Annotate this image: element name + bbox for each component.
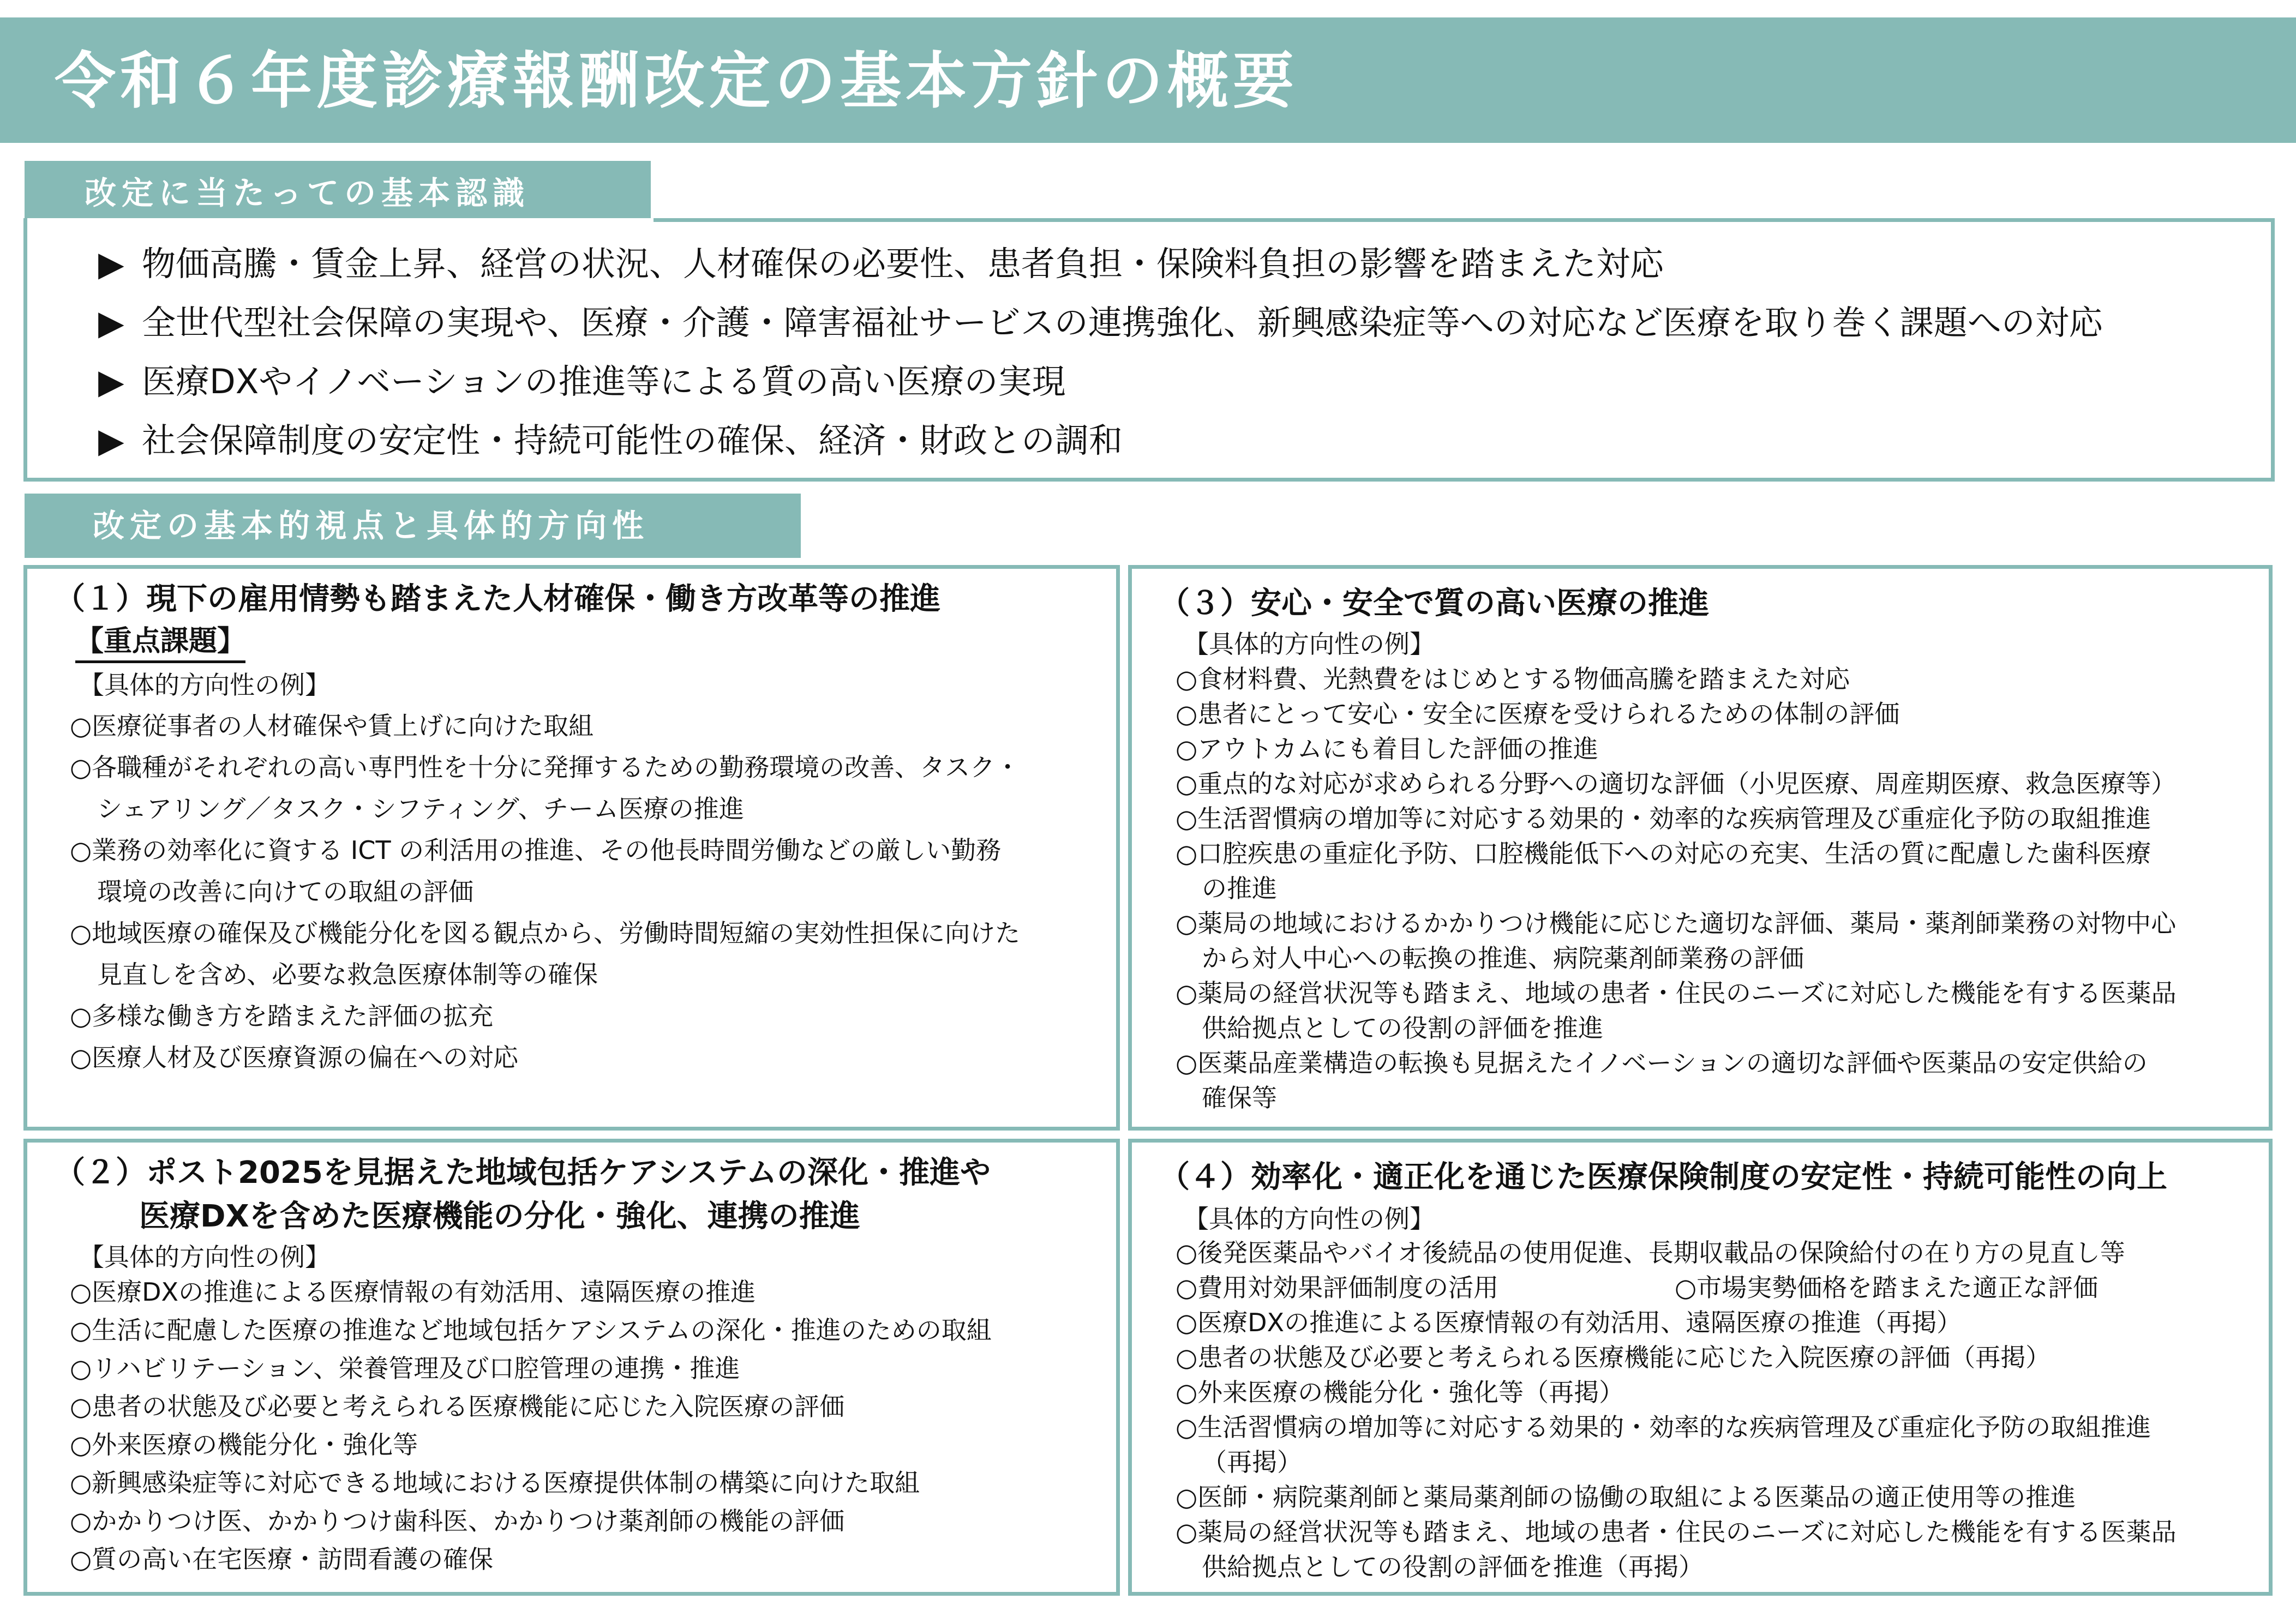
list-item: ○薬局の経営状況等も踏まえ、地域の患者・住民のニーズに対応した機能を有する医薬品 [1176, 1517, 2177, 1547]
list-item: ○生活習慣病の増加等に対応する効果的・効率的な疾病管理及び重症化予防の取組推進 [1176, 804, 2151, 833]
list-item: ○市場実勢価格を踏まえた適正な評価 [1675, 1273, 2099, 1302]
triangle-bullet-icon: ▶ [98, 303, 124, 342]
list-item-continuation: 環境の改善に向けての取組の評価 [97, 877, 473, 906]
direction-examples-label: 【具体的方向性の例】 [1184, 1204, 1435, 1234]
priority-issue-label: 【重点課題】 [75, 623, 245, 663]
recognition-item: ▶ 医療DXやイノベーションの推進等による質の高い医療の実現 [98, 360, 1066, 404]
direction-examples-label: 【具体的方向性の例】 [1184, 629, 1435, 659]
list-item: ○薬局の経営状況等も踏まえ、地域の患者・住民のニーズに対応した機能を有する医薬品 [1176, 978, 2177, 1008]
section-label-perspectives: 改定の基本的視点と具体的方向性 [25, 494, 801, 558]
quadrant-4-box [1128, 1139, 2273, 1596]
section-label-basic-recognition: 改定に当たっての基本認識 [25, 161, 651, 225]
quadrant-2-title: （２）ポスト2025を見据えた地域包括ケアシステムの深化・推進や [55, 1155, 991, 1191]
quadrant-4-title: （４）効率化・適正化を通じた医療保険制度の安定性・持続可能性の向上 [1159, 1159, 2167, 1195]
list-item: ○患者の状態及び必要と考えられる医療機能に応じた入院医療の評価（再掲） [1176, 1343, 2051, 1372]
list-item: ○医療DXの推進による医療情報の有効活用、遠隔医療の推進（再掲） [1176, 1308, 1962, 1337]
list-item: ○外来医療の機能分化・強化等（再掲） [1176, 1378, 1624, 1407]
list-item: ○地域医療の確保及び機能分化を図る観点から、労働時間短縮の実効性担保に向けた [70, 918, 1021, 948]
quadrant-1-box [23, 565, 1120, 1131]
basic-recognition-box [23, 218, 2275, 482]
list-item: ○薬局の地域におけるかかりつけ機能に応じた適切な評価、薬局・薬剤師業務の対物中心 [1176, 909, 2177, 938]
quadrant-1-title: （１）現下の雇用情勢も踏まえた人材確保・働き方改革等の推進 [55, 581, 940, 617]
list-item-continuation: から対人中心への転換の推進、病院薬剤師業務の評価 [1202, 943, 1804, 973]
list-item-continuation: 供給拠点としての役割の評価を推進（再掲） [1202, 1552, 1704, 1582]
list-item-continuation: 見直しを含め、必要な救急医療体制等の確保 [97, 960, 598, 989]
direction-examples-label: 【具体的方向性の例】 [79, 1242, 330, 1272]
quadrant-2-title-line2: 医療DXを含めた医療機能の分化・強化、連携の推進 [139, 1199, 860, 1234]
recognition-item: ▶ 物価高騰・賃金上昇、経営の状況、人材確保の必要性、患者負担・保険料負担の影響を踏まえた対応 [98, 242, 1664, 286]
list-item: ○患者の状態及び必要と考えられる医療機能に応じた入院医療の評価 [70, 1392, 845, 1421]
list-item: ○外来医療の機能分化・強化等 [70, 1430, 418, 1459]
quadrant-2-box [23, 1139, 1120, 1596]
page-title: 令和６年度診療報酬改定の基本方針の概要 [55, 46, 1298, 117]
header-band [0, 17, 2296, 143]
list-item: ○患者にとって安心・安全に医療を受けられるための体制の評価 [1176, 699, 1900, 729]
list-item: ○医薬品産業構造の転換も見据えたイノベーションの適切な評価や医薬品の安定供給の [1176, 1048, 2148, 1078]
box-top-border [654, 218, 2275, 222]
list-item: ○生活に配慮した医療の推進など地域包括ケアシステムの深化・推進のための取組 [70, 1315, 992, 1345]
quadrant-3-box [1128, 565, 2273, 1131]
list-item: ○口腔疾患の重症化予防、口腔機能低下への対応の充実、生活の質に配慮した歯科医療 [1176, 839, 2151, 868]
list-item: ○後発医薬品やバイオ後続品の使用促進、長期収載品の保険給付の在り方の見直し等 [1176, 1238, 2125, 1267]
list-item: ○医療人材及び医療資源の偏在への対応 [70, 1043, 519, 1072]
list-item: ○食材料費、光熱費をはじめとする物価高騰を踏まえた対応 [1176, 664, 1850, 694]
list-item: ○医師・病院薬剤師と薬局薬剤師の協働の取組による医薬品の適正使用等の推進 [1176, 1482, 2076, 1512]
triangle-bullet-icon: ▶ [98, 420, 124, 460]
list-item: ○生活習慣病の増加等に対応する効果的・効率的な疾病管理及び重症化予防の取組推進 [1176, 1412, 2151, 1442]
list-item: ○業務の効率化に資する ICT の利活用の推進、その他長時間労働などの厳しい勤務 [70, 835, 1002, 865]
triangle-bullet-icon: ▶ [98, 244, 124, 284]
quadrant-3-title: （３）安心・安全で質の高い医療の推進 [1159, 586, 1709, 621]
recognition-item: ▶ 社会保障制度の安定性・持続可能性の確保、経済・財政との調和 [98, 419, 1123, 462]
direction-examples-label: 【具体的方向性の例】 [79, 670, 330, 700]
list-item: ○各職種がそれぞれの高い専門性を十分に発揮するための勤務環境の改善、タスク・ [70, 753, 1021, 782]
list-item: ○質の高い在宅医療・訪問看護の確保 [70, 1544, 494, 1574]
list-item: ○医療従事者の人材確保や賃上げに向けた取組 [70, 711, 594, 741]
recognition-item: ▶ 全世代型社会保障の実現や、医療・介護・障害福祉サービスの連携強化、新興感染症等への対応など医療を取り巻く課題への対応 [98, 301, 2103, 345]
list-item: ○新興感染症等に対応できる地域における医療提供体制の構築に向けた取組 [70, 1468, 920, 1498]
list-item: ○費用対効果評価制度の活用 [1176, 1273, 1499, 1302]
list-item-continuation: の推進 [1202, 874, 1277, 903]
list-item: ○多様な働き方を踏まえた評価の拡充 [70, 1001, 494, 1031]
list-item-continuation: （再掲） [1202, 1447, 1302, 1477]
triangle-bullet-icon: ▶ [98, 362, 124, 401]
list-item-continuation: 確保等 [1202, 1083, 1277, 1113]
list-item: ○アウトカムにも着目した評価の推進 [1176, 734, 1598, 764]
list-item-continuation: シェアリング／タスク・シフティング、チーム医療の推進 [97, 794, 744, 823]
list-item: ○重点的な対応が求められる分野への適切な評価（小児医療、周産期医療、救急医療等） [1176, 769, 2177, 798]
list-item: ○リハビリテーション、栄養管理及び口腔管理の連携・推進 [70, 1354, 740, 1383]
list-item: ○医療DXの推進による医療情報の有効活用、遠隔医療の推進 [70, 1277, 756, 1307]
list-item: ○かかりつけ医、かかりつけ歯科医、かかりつけ薬剤師の機能の評価 [70, 1506, 845, 1536]
list-item-continuation: 供給拠点としての役割の評価を推進 [1202, 1013, 1603, 1043]
